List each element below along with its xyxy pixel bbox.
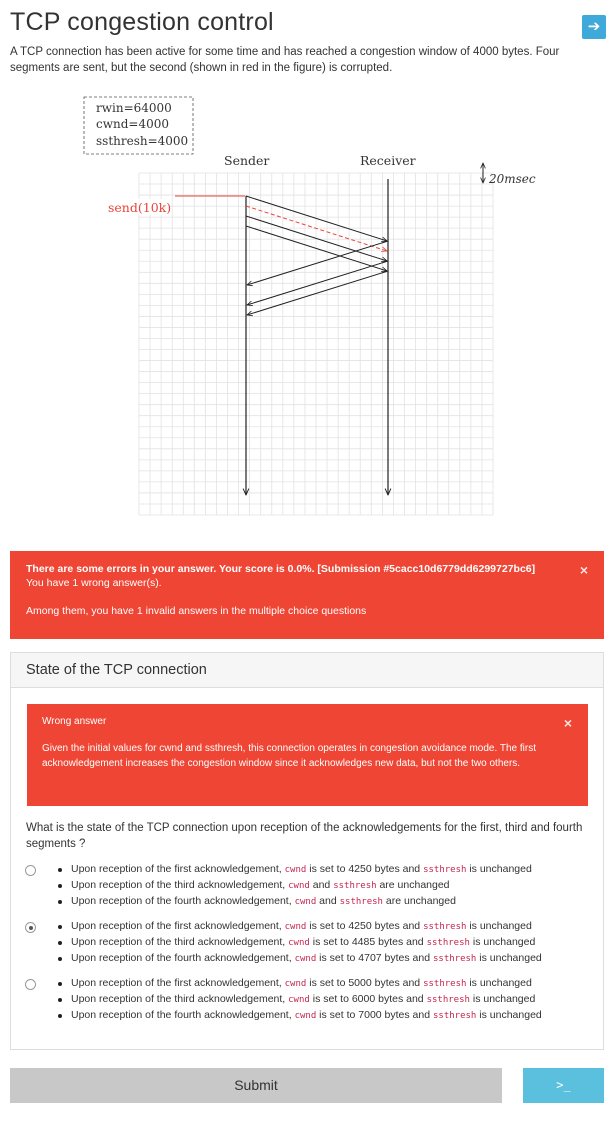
variable-name: ssthresh: [423, 922, 467, 932]
option-statement: [57, 935, 542, 951]
statement-text: are unchanged: [382, 895, 456, 907]
variable-name: cwnd: [294, 897, 317, 907]
option-radio[interactable]: [25, 979, 36, 990]
variable-name: cwnd: [288, 881, 310, 891]
statement-text: and: [316, 895, 340, 907]
variable-name: ssthresh: [333, 881, 377, 891]
diagram-grid: [139, 173, 493, 515]
option-statement: [57, 919, 542, 935]
variable-name: cwnd: [294, 1011, 317, 1021]
arrow-right-icon: ➔: [587, 18, 601, 35]
statement-text: is unchanged: [469, 936, 536, 948]
terminal-button[interactable]: >_: [523, 1068, 604, 1103]
variable-name: ssthresh: [426, 995, 470, 1005]
option-radio[interactable]: [25, 865, 36, 876]
ssthresh-label: ssthresh=4000: [96, 134, 189, 148]
intro-text: A TCP connection has been active for some time and has reached a congestion window of 4000 bytes. Four segments are sent, but the second (shown in red in the figure) is corrupted.: [10, 46, 560, 74]
statement-text: is unchanged: [466, 920, 532, 932]
segment-4: [246, 226, 387, 271]
statement-text: Upon reception of the third acknowledgement,: [71, 879, 289, 891]
variable-name: ssthresh: [423, 979, 467, 989]
wrong-answer-alert: [27, 704, 588, 806]
next-exercise-button[interactable]: [582, 15, 606, 39]
statement-text: and: [309, 879, 334, 891]
statement-text: is unchanged: [476, 952, 542, 964]
variable-name: ssthresh: [433, 954, 477, 964]
statement-text: is set to 5000 bytes and: [306, 977, 424, 989]
send-label: send(10k): [108, 200, 172, 215]
variable-name: cwnd: [288, 995, 310, 1005]
statement-text: Upon reception of the first acknowledgement,: [71, 977, 285, 989]
wrong-answer-explanation: Given the initial values for cwnd and ssthresh, this connection operates in congestion avoidance mode. The first acknowledgement increases the congestion window since it acknowledges new data, but not the two others.: [42, 743, 536, 769]
variable-name: ssthresh: [339, 897, 383, 907]
option-statement: [57, 1008, 542, 1024]
statement-text: is unchanged: [466, 863, 532, 875]
option-radio[interactable]: [25, 922, 36, 933]
statement-text: Upon reception of the fourth acknowledgement,: [71, 952, 295, 964]
statement-text: is set to 4250 bytes and: [306, 863, 424, 875]
option-statement: [57, 951, 542, 967]
statement-text: is set to 6000 bytes and: [309, 993, 427, 1005]
page-title: TCP congestion control: [10, 8, 274, 36]
cwnd-label: cwnd=4000: [96, 117, 169, 131]
error-count: You have 1 wrong answer(s).: [26, 577, 162, 589]
statement-text: Upon reception of the fourth acknowledgement,: [71, 895, 295, 907]
receiver-label: Receiver: [360, 153, 416, 168]
statement-text: is set to 4485 bytes and: [309, 936, 427, 948]
statement-text: Upon reception of the third acknowledgement,: [71, 936, 289, 948]
statement-text: is set to 4707 bytes and: [316, 952, 433, 964]
option-statements: [57, 976, 542, 1024]
error-summary: There are some errors in your answer. Your score is 0.0%. [Submission #5cacc10d6779dd6299727bc6]: [26, 563, 536, 575]
statement-text: Upon reception of the fourth acknowledgement,: [71, 1009, 295, 1021]
variable-name: cwnd: [284, 922, 307, 932]
variable-name: ssthresh: [426, 938, 470, 948]
variable-name: cwnd: [284, 979, 307, 989]
sender-label: Sender: [224, 153, 270, 168]
option-statements: [57, 919, 542, 967]
wrong-answer-title: Wrong answer: [42, 716, 107, 727]
variable-name: cwnd: [288, 938, 310, 948]
variable-name: ssthresh: [423, 865, 467, 875]
panel-heading: State of the TCP connection: [11, 653, 603, 688]
ack-4: [247, 271, 388, 315]
close-icon[interactable]: ×: [579, 562, 588, 578]
statement-text: Upon reception of the first acknowledgement,: [71, 863, 285, 875]
option-statement: [57, 894, 532, 910]
error-alert: [10, 551, 604, 639]
variable-name: cwnd: [284, 865, 307, 875]
statement-text: is unchanged: [476, 1009, 542, 1021]
statement-text: Upon reception of the third acknowledgement,: [71, 993, 289, 1005]
question-text: What is the state of the TCP connection upon reception of the acknowledgements for the first, third and fourth segments ?: [26, 822, 583, 850]
statement-text: Upon reception of the first acknowledgement,: [71, 920, 285, 932]
segment-1: [246, 196, 387, 241]
rwin-label: rwin=64000: [96, 101, 172, 115]
statement-text: are unchanged: [376, 879, 450, 891]
statement-text: is set to 7000 bytes and: [316, 1009, 433, 1021]
option-statement: [57, 976, 542, 992]
statement-text: is unchanged: [466, 977, 532, 989]
statement-text: is set to 4250 bytes and: [306, 920, 424, 932]
variable-name: ssthresh: [433, 1011, 477, 1021]
statement-text: is unchanged: [469, 993, 536, 1005]
option-statement: [57, 992, 542, 1008]
scale-label: 20msec: [489, 172, 536, 186]
submit-button[interactable]: Submit: [10, 1068, 502, 1103]
ack-1: [247, 241, 388, 285]
error-detail: Among them, you have 1 invalid answers in the multiple choice questions: [26, 605, 367, 617]
close-icon[interactable]: ×: [563, 715, 572, 731]
segment-3: [246, 216, 387, 261]
option-statement: [57, 862, 532, 878]
question-panel: [10, 652, 604, 1050]
variable-name: cwnd: [294, 954, 317, 964]
tcp-sequence-diagram: [80, 93, 550, 523]
option-statements: [57, 862, 532, 910]
option-statement: [57, 878, 532, 894]
